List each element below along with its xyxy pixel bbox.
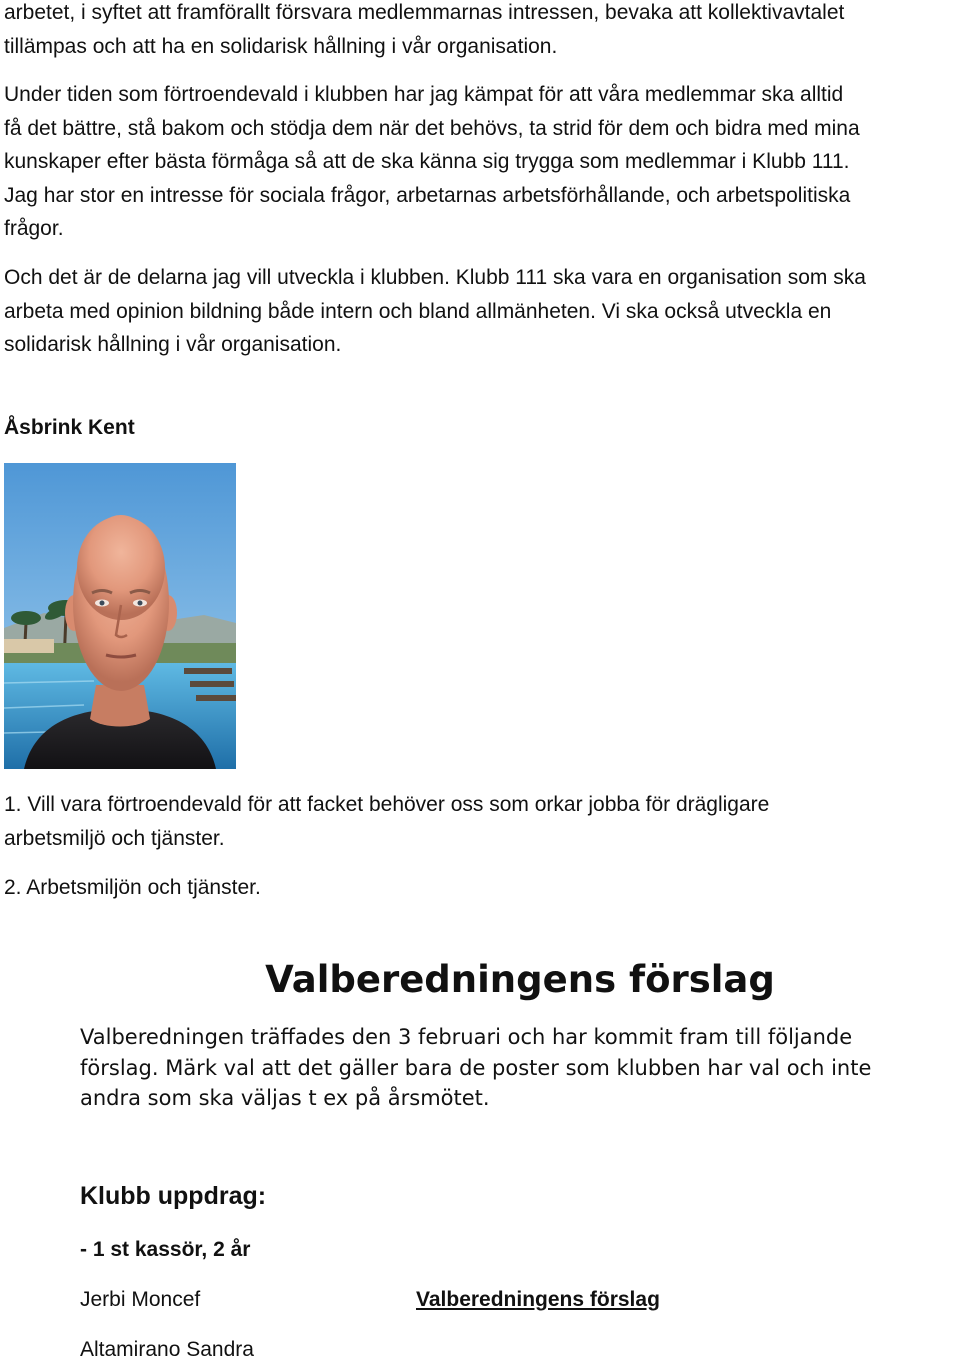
text-line: arbeta med opinion bildning både intern och bland allmänheten. Vi ska också utveckla en [4, 299, 832, 323]
text-line: kunskaper efter bästa förmåga så att de ska känna sig trygga som medlemmar i Klubb 111. [4, 150, 850, 173]
text-line: Och det är de delarna jag vill utveckla i klubben. Klubb 111 ska vara en organisation som ska [4, 266, 866, 289]
text-line: Jag har stor en intresse för sociala frågor, arbetarnas arbetsförhållande, och arbetspolitiska [4, 183, 851, 207]
text-line: frågor. [4, 217, 64, 240]
proposal-link[interactable]: Valberedningens förslag [416, 1288, 660, 1311]
text-line: tillämpas och att ha en solidarisk hållning i vår organisation. [4, 34, 558, 58]
text-line: 1. Vill vara förtroendevald för att facket behöver oss som orkar jobba för drägligare [4, 793, 770, 816]
candidate-answer-1 [4, 788, 959, 855]
section-intro [80, 1022, 960, 1114]
candidate-name: Åsbrink Kent [4, 416, 135, 439]
section-title: Valberedningens förslag [265, 958, 775, 1001]
candidate-photo [4, 463, 236, 769]
text-line: arbetet, i syftet att framförallt försvara medlemmarnas intressen, bevaka att kollektivavtalet [4, 1, 845, 24]
text-line: solidarisk hållning i vår organisation. [4, 333, 342, 356]
text-line: andra som ska väljas t ex på årsmötet. [80, 1086, 490, 1110]
nominee-name: Altamirano Sandra [80, 1338, 254, 1361]
position-label: - 1 st kassör, 2 år [80, 1238, 251, 1261]
nominee-name: Jerbi Moncef [80, 1288, 201, 1311]
text-line: Valberedningen träffades den 3 februari och har kommit fram till följande [80, 1025, 853, 1049]
text-line: förslag. Märk val att det gäller bara de poster som klubben har val och inte [80, 1055, 872, 1080]
candidate-answer-2 [4, 871, 959, 905]
text-line: få det bättre, stå bakom och stödja dem när det behövs, ta strid för dem och bidra med mina [4, 116, 860, 140]
text-line: 2. Arbetsmiljön och tjänster. [4, 876, 261, 899]
text-line: Under tiden som förtroendevald i klubben har jag kämpat för att våra medlemmar ska alltid [4, 83, 844, 106]
text-line: arbetsmiljö och tjänster. [4, 826, 225, 850]
paragraph-experience [4, 78, 959, 246]
paragraph-goals [4, 261, 959, 362]
subheading-klubb-uppdrag: Klubb uppdrag: [80, 1182, 267, 1210]
paragraph-intro [4, 0, 959, 63]
